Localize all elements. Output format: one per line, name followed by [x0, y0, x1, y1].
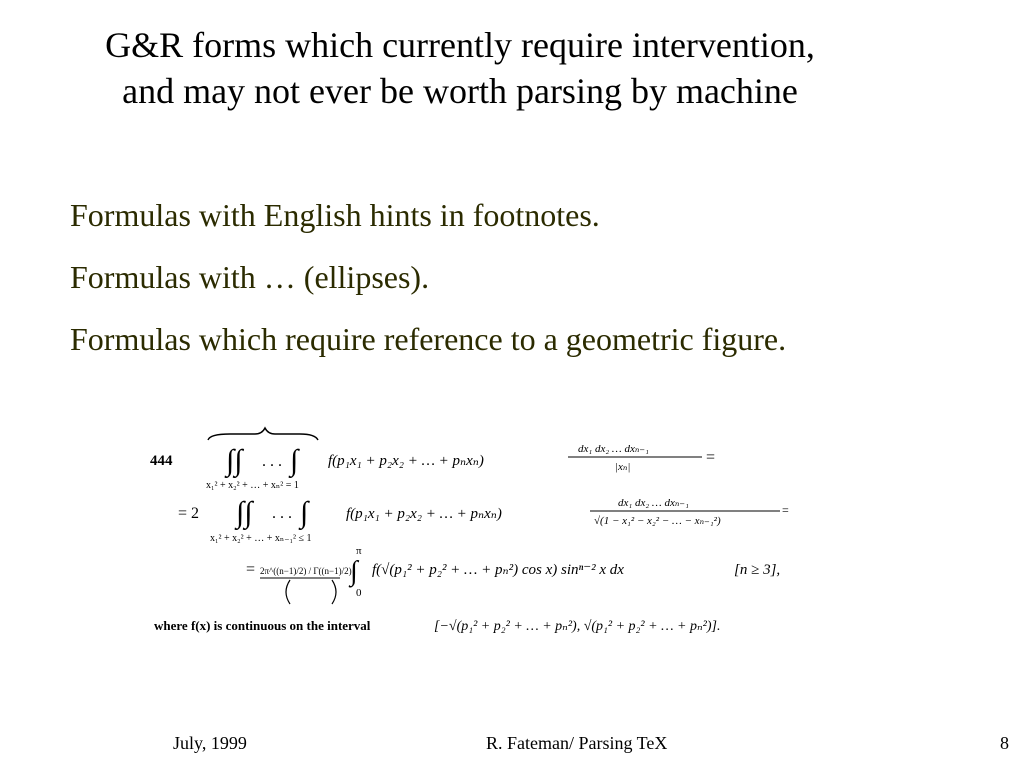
line3-lower-limit: 0	[356, 587, 362, 599]
slide-title-line-1: G&R forms which currently require intervention,	[105, 25, 815, 65]
slide-title-line-2: and may not ever be worth parsing by machine	[122, 71, 798, 111]
line2-prefix: = 2	[178, 505, 200, 522]
line3-condition: [n ≥ 3],	[734, 562, 781, 578]
scan-brace-mark	[208, 428, 318, 440]
line2-numerator: dx₁ dx₂ … dxₙ₋₁	[618, 497, 689, 509]
line2-denominator: √(1 − x₁² − x₂² − … − xₙ₋₁²)	[594, 515, 721, 527]
line1-integral-signs: ∫∫	[226, 444, 243, 477]
line3-integrand: f(√(p₁² + p₂² + … + pₙ²) cos x) sinⁿ⁻² x dx	[372, 562, 624, 578]
footer-page-number: 8	[1000, 733, 1009, 753]
bullet-item-footnotes: Formulas with English hints in footnotes.	[70, 197, 600, 233]
line1-integral-last: ∫	[290, 444, 299, 477]
line2-limits: x₁² + x₂² + … + xₙ₋₁² ≤ 1	[210, 533, 312, 544]
line2-integral-last: ∫	[300, 496, 309, 529]
bullet-item-ellipses: Formulas with … (ellipses).	[70, 259, 430, 295]
line1-limits: x₁² + x₂² + … + xₙ² = 1	[206, 480, 299, 491]
line1-equals: =	[706, 449, 716, 466]
line2-equals: =	[782, 503, 789, 517]
line3-coefficient: 2π^((n−1)/2) / Γ((n−1)/2)	[260, 566, 352, 576]
equation-number: 444	[150, 453, 173, 469]
scanned-formula-figure	[150, 418, 800, 640]
line3-lead-equals: =	[246, 561, 256, 578]
slide-title	[0, 22, 920, 114]
bullet-item-geometric-figure: Formulas which require reference to a geometric figure.	[70, 321, 787, 357]
line2-integral-signs: ∫∫	[236, 496, 253, 529]
footer-author: R. Fateman/ Parsing TeX	[486, 733, 668, 753]
line2-integrand: f(p₁x₁ + p₂x₂ + … + pₙxₙ)	[346, 506, 502, 522]
line1-integrand: f(p₁x₁ + p₂x₂ + … + pₙxₙ)	[328, 453, 484, 469]
line2-dots: . . .	[272, 505, 292, 522]
line1-numerator: dx₁ dx₂ … dxₙ₋₁	[578, 443, 649, 455]
line1-denominator: |xₙ|	[615, 461, 631, 473]
line4-interval: [−√(p₁² + p₂² + … + pₙ²), √(p₁² + p₂² + … + pₙ²)].	[434, 619, 721, 634]
line1-dots: . . .	[262, 453, 282, 470]
footer-date: July, 1999	[173, 733, 247, 753]
bullet-list	[70, 196, 970, 382]
line3-integral: ∫	[350, 556, 358, 587]
line3-gamma-parens	[286, 580, 336, 604]
line3-upper-limit: π	[356, 545, 362, 557]
line4-text: where f(x) is continuous on the interval	[154, 618, 371, 633]
